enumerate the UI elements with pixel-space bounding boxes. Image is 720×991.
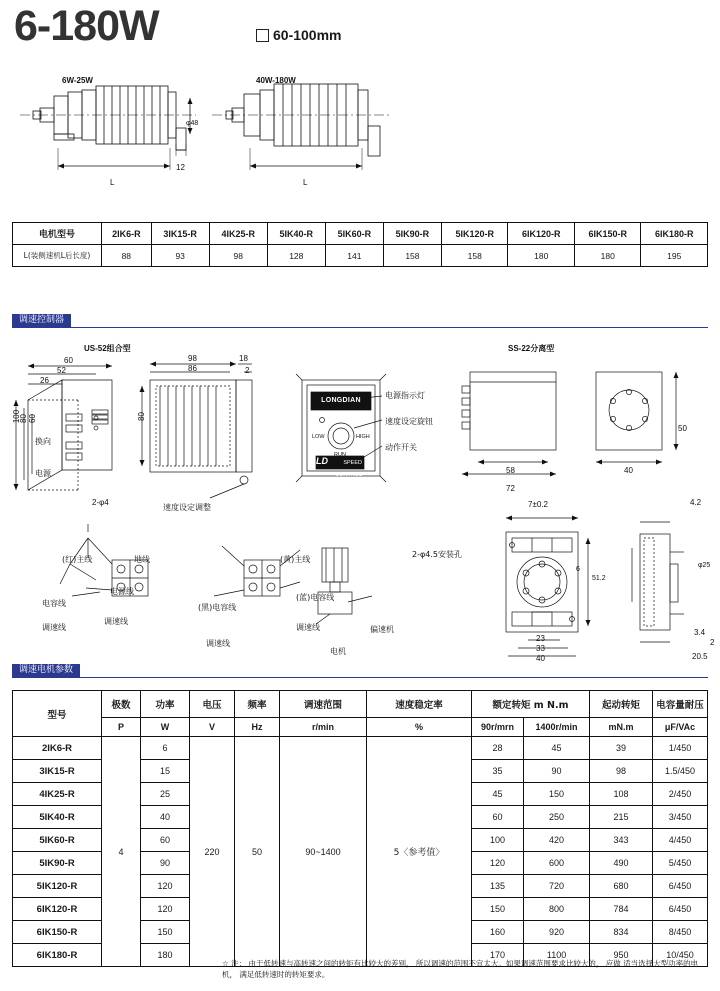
cell-t90: 28 — [472, 737, 524, 760]
dim-7pm02: 7±0.2 — [528, 500, 548, 509]
callout-action-switch: 动作开关 — [385, 443, 417, 452]
dim-26: 26 — [40, 376, 49, 385]
t1-cell: 180 — [508, 245, 575, 267]
cell-t1400: 90 — [524, 760, 590, 783]
t1-cell: 5IK120-R — [441, 223, 508, 245]
cell-cap: 6/450 — [653, 898, 708, 921]
cell-power: 60 — [141, 829, 190, 852]
cell-model: 5IK60-R — [13, 829, 102, 852]
wire-label-speed-4: 调速线 — [206, 639, 230, 648]
t1-cell: 195 — [641, 245, 708, 267]
th-W: W — [141, 718, 190, 737]
cell-t1400: 250 — [524, 806, 590, 829]
cell-power: 40 — [141, 806, 190, 829]
cell-power: 120 — [141, 898, 190, 921]
cell-t1400: 800 — [524, 898, 590, 921]
cell-t1400: 420 — [524, 829, 590, 852]
cell-start: 834 — [590, 921, 653, 944]
th-mNm: mN.m — [590, 718, 653, 737]
ld-logo: LD — [316, 456, 328, 466]
cell-power: 15 — [141, 760, 190, 783]
cell-stability: 5〈参考值〉 — [367, 737, 472, 967]
cell-voltage: 220 — [190, 737, 235, 967]
callout-power-indicator: 电源指示灯 — [385, 391, 425, 400]
btn-stop-label: STOP — [218, 426, 231, 431]
dim-40: 40 — [624, 466, 633, 475]
cell-cap: 1.5/450 — [653, 760, 708, 783]
th-P: P — [102, 718, 141, 737]
table-row — [13, 223, 708, 245]
wire-label-ground: 地线 — [134, 555, 150, 564]
cell-cap: 4/450 — [653, 829, 708, 852]
ss22-title: SS-22分离型 — [508, 344, 555, 353]
cell-t90: 170 — [472, 944, 524, 967]
dim-205: 20.5 — [692, 652, 708, 661]
cell-power: 120 — [141, 875, 190, 898]
t1-cell: 128 — [267, 245, 325, 267]
cell-power: 90 — [141, 852, 190, 875]
t1-cell: 5IK40-R — [267, 223, 325, 245]
cell-range: 90~1400 — [280, 737, 367, 967]
wire-label-power: 电源线 — [110, 587, 134, 596]
th-Hz: Hz — [235, 718, 280, 737]
cell-start: 950 — [590, 944, 653, 967]
cell-power: 180 — [141, 944, 190, 967]
dim-2phi4: 2-φ4 — [92, 498, 109, 507]
wire-label-black-cap: (黑)电容线 — [198, 603, 237, 612]
btn-cw-label: CW — [219, 443, 227, 448]
wire-label-speed-3: 调速线 — [296, 623, 320, 632]
gearbox-label: 偏速机 — [370, 625, 394, 634]
table-row — [13, 737, 708, 760]
table-row — [13, 245, 708, 267]
dim-34: 3.4 — [694, 628, 706, 637]
cell-start: 39 — [590, 737, 653, 760]
t1-row2-label: L(装侧速机L后长度) — [13, 245, 102, 267]
wire-label-red-main: (红)主线 — [62, 555, 93, 564]
cell-start: 784 — [590, 898, 653, 921]
t1-cell: 5IK90-R — [383, 223, 441, 245]
cell-cap: 10/450 — [653, 944, 708, 967]
th-V: V — [190, 718, 235, 737]
dim-86: 86 — [188, 364, 197, 373]
cell-model: 6IK150-R — [13, 921, 102, 944]
cell-t1400: 150 — [524, 783, 590, 806]
th-voltage: 电压 — [190, 691, 235, 718]
btn-run-label: RUN — [218, 415, 228, 420]
cell-cap: 2/450 — [653, 783, 708, 806]
th-poles: 极数 — [102, 691, 141, 718]
panel-high-label: HIGH — [356, 434, 370, 440]
dim-12: 12 — [176, 163, 185, 172]
motor-parameters-table — [12, 690, 708, 967]
cell-t90: 160 — [472, 921, 524, 944]
cell-cap: 6/450 — [653, 875, 708, 898]
cell-t90: 100 — [472, 829, 524, 852]
cell-t90: 135 — [472, 875, 524, 898]
t1-cell: 93 — [151, 245, 209, 267]
dim-80-a: 80 — [18, 414, 28, 423]
cell-start: 98 — [590, 760, 653, 783]
t1-cell: 5IK60-R — [325, 223, 383, 245]
cell-model: 5IK90-R — [13, 852, 102, 875]
dim-98: 98 — [188, 354, 197, 363]
dim-42: 4.2 — [690, 498, 702, 507]
t1-cell: 6IK180-R — [641, 223, 708, 245]
th-power: 功率 — [141, 691, 190, 718]
us52-title: US-52组合型 — [84, 344, 131, 353]
cell-poles: 4 — [102, 737, 141, 967]
cell-cap: 1/450 — [653, 737, 708, 760]
th-rmin: r/min — [280, 718, 367, 737]
dim-phi25: φ25 — [698, 562, 711, 569]
brand-sub-label: SPEED CONTROL — [335, 460, 362, 478]
dim-72: 72 — [506, 484, 515, 493]
th-start-torque: 起动转矩 — [590, 691, 653, 718]
mount-hole-callout: 2-φ4.5安装孔 — [412, 550, 462, 559]
th-percent: % — [367, 718, 472, 737]
th-stability: 速度稳定率 — [367, 691, 472, 718]
panel-low-label: LOW — [312, 434, 325, 440]
section-controller-bar: 调速控制器 — [12, 314, 71, 327]
dim-60: 60 — [64, 356, 73, 365]
dim-80-c: 80 — [136, 412, 146, 421]
dim-60-b: 60 — [27, 414, 37, 423]
dim-33: 33 — [536, 644, 545, 653]
dim-L-left: L — [110, 178, 115, 187]
t1-cell: 3IK15-R — [151, 223, 209, 245]
dim-L-right: L — [303, 178, 308, 187]
t1-cell: 158 — [383, 245, 441, 267]
dim-52: 52 — [57, 366, 66, 375]
dim-2-b: 2 — [710, 638, 715, 647]
cell-t1400: 920 — [524, 921, 590, 944]
cell-power: 150 — [141, 921, 190, 944]
dim-23: 23 — [536, 634, 545, 643]
model-length-table — [12, 222, 708, 267]
t1-cell: 4IK25-R — [209, 223, 267, 245]
cell-cap: 5/450 — [653, 852, 708, 875]
t1-cell: 88 — [102, 245, 152, 267]
dim-18: 18 — [239, 354, 248, 363]
cell-cap: 8/450 — [653, 921, 708, 944]
t1-cell: 180 — [574, 245, 641, 267]
page-subtitle: 60-100mm — [273, 27, 342, 43]
cell-start: 680 — [590, 875, 653, 898]
dim-100: 100 — [12, 409, 22, 424]
cell-model: 2IK6-R — [13, 737, 102, 760]
dim-40-b: 40 — [536, 654, 545, 663]
t1-cell: 6IK150-R — [574, 223, 641, 245]
brand-label: LONGDIAN — [321, 397, 361, 404]
th-speed-range: 调速范围 — [280, 691, 367, 718]
dim-phi48: φ48 — [186, 120, 199, 127]
cell-start: 108 — [590, 783, 653, 806]
dim-6: 6 — [576, 566, 580, 573]
th-rated-torque: 额定转矩 m N.m — [472, 691, 590, 718]
cell-t1400: 1100 — [524, 944, 590, 967]
page-title: 6-180W — [14, 2, 159, 50]
cell-t90: 150 — [472, 898, 524, 921]
cell-t1400: 45 — [524, 737, 590, 760]
cell-model: 5IK120-R — [13, 875, 102, 898]
motor-label: 电机 — [330, 647, 346, 656]
drawing-caption-left: 6W-25W — [62, 76, 93, 85]
th-frequency: 频率 — [235, 691, 280, 718]
callout-speed-adjust: 速度设定调整 — [163, 503, 211, 512]
cell-t90: 35 — [472, 760, 524, 783]
t1-cell: 141 — [325, 245, 383, 267]
th-90rmin: 90r/mrn — [472, 718, 524, 737]
t1-cell: 158 — [441, 245, 508, 267]
section-divider — [12, 327, 708, 328]
wire-label-speed-2: 调速线 — [104, 617, 128, 626]
panel-run-label: RUN — [334, 452, 346, 458]
t1-cell: 6IK120-R — [508, 223, 575, 245]
cell-model: 6IK120-R — [13, 898, 102, 921]
cell-t90: 120 — [472, 852, 524, 875]
side-label-power: 电源 — [35, 469, 51, 478]
dim-2: 2 — [245, 366, 250, 375]
cell-power: 6 — [141, 737, 190, 760]
square-icon — [256, 29, 269, 42]
section-motorparams-bar: 调速电机参数 — [12, 664, 80, 677]
cell-model: 4IK25-R — [13, 783, 102, 806]
th-model: 型号 — [13, 691, 102, 737]
table-subheader-row — [13, 718, 708, 737]
cell-start: 215 — [590, 806, 653, 829]
footnote: ☆ 注： 由于低转速与高转速之间的转矩有比较大的差别， 所以调速的范围不宜太大。如果调速范围要求比较大的， 应做 适当选择大型功率的电机， 满足低转速时的转矩要求。 — [222, 959, 699, 979]
cell-power: 25 — [141, 783, 190, 806]
cell-start: 490 — [590, 852, 653, 875]
btn-ccw-label: CCW — [218, 454, 229, 459]
th-uF: μF/VAc — [653, 718, 708, 737]
callout-speed-knob: 速度设定旋钮 — [385, 417, 433, 426]
dim-512: 51.2 — [592, 575, 606, 582]
cell-t90: 60 — [472, 806, 524, 829]
cell-t1400: 600 — [524, 852, 590, 875]
cell-start: 343 — [590, 829, 653, 852]
cell-cap: 3/450 — [653, 806, 708, 829]
cell-t1400: 720 — [524, 875, 590, 898]
cell-t90: 45 — [472, 783, 524, 806]
wire-label-capacitor: 电容线 — [42, 599, 66, 608]
dim-58: 58 — [506, 466, 515, 475]
cell-model: 5IK40-R — [13, 806, 102, 829]
t1-row1-label: 电机型号 — [13, 223, 102, 245]
wire-label-blue-cap: (蓝)电容线 — [296, 593, 335, 602]
table-header-row — [13, 691, 708, 718]
wire-label-speed: 调速线 — [42, 623, 66, 632]
t1-cell: 98 — [209, 245, 267, 267]
cell-frequency: 50 — [235, 737, 280, 967]
drawing-caption-right: 40W-180W — [256, 76, 296, 85]
cell-model: 6IK180-R — [13, 944, 102, 967]
t1-cell: 2IK6-R — [102, 223, 152, 245]
th-1400rmin: 1400r/min — [524, 718, 590, 737]
wire-label-yellow-main: (黄)主线 — [280, 555, 311, 564]
dim-50: 50 — [678, 424, 687, 433]
side-label-direction: 换向 — [35, 437, 51, 446]
th-capacitor: 电容量耐压 — [653, 691, 708, 718]
section-divider-2 — [12, 677, 708, 678]
motor-outline-drawings — [0, 88, 720, 218]
cell-model: 3IK15-R — [13, 760, 102, 783]
